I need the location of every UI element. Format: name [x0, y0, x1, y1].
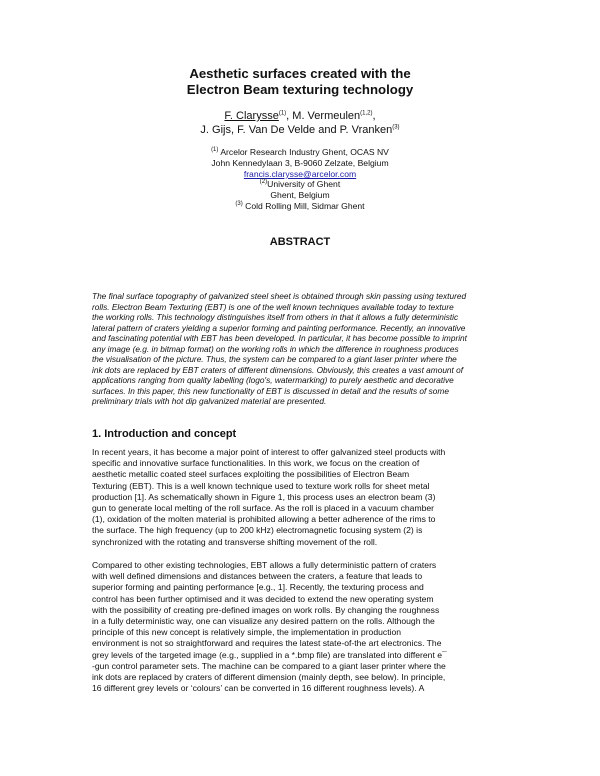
author-line-1: [0, 110, 600, 123]
section-1-heading: 1. Introduction and concept: [92, 428, 237, 440]
paragraph-line: specific and innovative surface functionalities. In this work, we focus on the creation of: [92, 458, 420, 469]
author-line-2-sup: (3): [392, 124, 400, 131]
affiliation-2-city: Ghent, Belgium: [270, 190, 330, 200]
abstract-line: The final surface topography of galvanized steel sheet is obtained through skin passing using textured: [92, 291, 467, 301]
affiliation-2: [0, 179, 600, 190]
affiliation-1-sup: (1): [211, 147, 219, 154]
paragraph-line: control has been further optimised and it was decided to extend the new operating system: [92, 593, 434, 604]
affiliation-1-address: John Kennedylaan 3, B-9060 Zelzate, Belgium: [211, 158, 389, 168]
abstract-line: surfaces. In this paper, this new functionality of EBT is discussed in detail and the results of some: [92, 385, 449, 396]
abstract-body: [92, 291, 510, 407]
paragraph-line: synchronized with the rotating and transverse shifting movement of the roll.: [92, 536, 378, 547]
paragraph-line: with well defined dimensions and distances between the craters, a feature that leads to: [92, 571, 423, 582]
paragraph-line: environment is not so straightforward and requires the latest state-of-the art electronics. The: [92, 638, 442, 649]
abstract-line: any image (e.g. in bitmap format) on the working rolls in which the difference in roughness produces: [92, 343, 459, 354]
paragraph-line: Compared to other existing technologies, EBT allows a fully deterministic pattern of craters: [92, 560, 437, 570]
abstract-line: the visualisation of the picture. Thus, the system can be compared to a giant laser printer where the: [92, 354, 457, 364]
affiliation-3-sup: (3): [235, 201, 243, 208]
abstract-line: and fascinating potential with EBT has been developed. In particular, it has become possible to imprint: [92, 333, 467, 343]
paper-title-line-2: Electron Beam texturing technology: [186, 82, 414, 97]
abstract-line: ink dots are replaced by EBT craters of different dimensions. Obviously, this creates a vast amount of: [92, 364, 464, 375]
abstract-line: preliminary trials with hot dip galvanized material are presented.: [92, 396, 327, 406]
paragraph-line: production [1]. As schematically shown in Figure 1, this process uses an electron beam (3): [92, 491, 436, 502]
paragraph-line: aesthetic metallic coated steel surfaces exploiting the possibilities of Electron Beam: [92, 469, 410, 480]
author-vermeulen-sup: (1,2): [360, 110, 373, 117]
abstract-line: rolls. Electron Beam Texturing (EBT) is one of the well known techniques available today to texture: [92, 301, 454, 312]
paragraph-line: in a fully deterministic way, one can visualize any desired pattern on the rolls. Although the: [92, 616, 435, 627]
abstract-line: lateral pattern of craters yielding a superior forming and painting performance. Recently, an innovative: [92, 322, 466, 333]
paragraph-line: with the possibility of creating pre-defined images on work rolls. By changing the roughness: [92, 604, 440, 615]
affiliation-3: [0, 201, 600, 212]
paragraph-line: In recent years, it has become a major point of interest to offer galvanized steel products with: [92, 447, 446, 457]
abstract-line: the working rolls. This technology distinguishes itself from others in that it allows a fully deterministic: [92, 312, 459, 322]
paragraph-line: Texturing (EBT). This is a well known technique used to texture work rolls for sheet metal: [92, 480, 430, 491]
paragraph-line: ink dots are replaced by craters of different dimension (mainly depth, see below). In principle,: [92, 672, 446, 683]
paragraph-line: principle of this new concept is relatively simple, the implementation in production: [92, 627, 402, 638]
email-link[interactable]: francis.clarysse@arcelor.com: [243, 169, 357, 179]
affiliation-3-name: Cold Rolling Mill, Sidmar Ghent: [242, 201, 365, 211]
paragraph-line: 16 different grey levels or ‘colours’ can be converted in 16 different roughness levels). A: [92, 683, 425, 694]
author-clarysse-sup: (1): [278, 110, 287, 117]
affiliation-1-name: Arcelor Research Industry Ghent, OCAS NV: [218, 147, 389, 157]
paragraph-line: (1), oxidation of the molten material is prohibited allowing a better adherence of the rims to: [92, 514, 436, 525]
author-line-2: [0, 124, 600, 137]
paragraph-1: [92, 447, 510, 548]
paragraph-line: gun to generate local melting of the roll surface. As the roll is placed in a vacuum chamber: [92, 503, 435, 514]
paper-title-line-1: Aesthetic surfaces created with the: [189, 66, 411, 81]
affiliation-1: [0, 147, 600, 158]
paragraph-line: the surface. The high frequency (up to 200 kHz) electromagnetic focusing system (2) is: [92, 525, 423, 536]
affiliation-2-name: University of Ghent: [267, 179, 341, 189]
paragraph-2: [92, 560, 510, 694]
abstract-heading: ABSTRACT: [269, 236, 331, 248]
affiliation-2-sup: (2): [259, 179, 268, 186]
paragraph-line: superior forming and painting performance [e.g., 1]. Recently, the texturing process and: [92, 582, 424, 593]
paragraph-line: grey levels of the targeted image (e.g., supplied in a *.bmp file) are translated into different e¯: [92, 649, 447, 660]
author-vermeulen: , M. Vermeulen: [286, 110, 361, 122]
abstract-line: applications ranging from quality labelling (logo's, watermarking) to purely aesthetic and decorative: [92, 375, 454, 385]
author-clarysse: F. Clarysse: [224, 110, 279, 122]
author-line-1-comma: ,: [372, 110, 376, 122]
paragraph-line: -gun control parameter sets. The machine can be compared to a giant laser printer where the: [92, 660, 446, 671]
author-names-2: J. Gijs, F. Van De Velde and P. Vranken: [200, 124, 393, 136]
affiliation-email: [0, 169, 600, 180]
